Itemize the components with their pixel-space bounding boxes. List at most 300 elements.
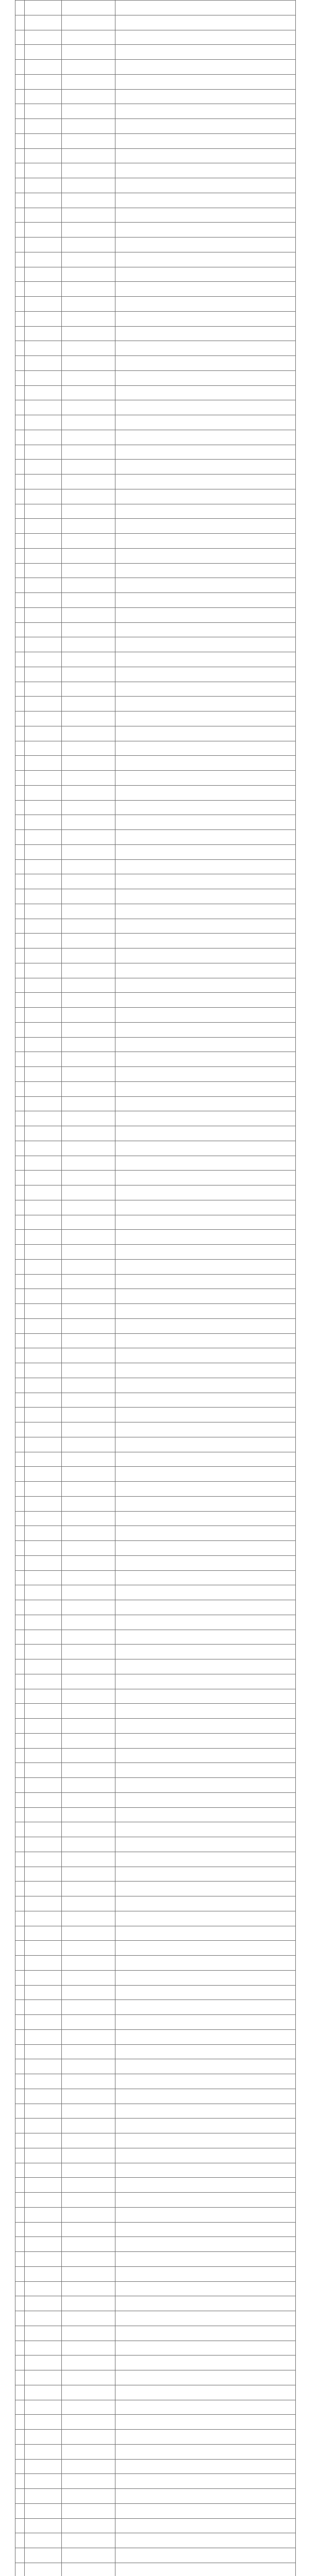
row-code (25, 2311, 62, 2326)
row-number (15, 1941, 25, 1956)
row-title (62, 1792, 115, 1807)
table-row (15, 2029, 296, 2044)
row-id (115, 2178, 296, 2193)
row-number (15, 1393, 25, 1408)
row-id (115, 2000, 296, 2015)
row-title (62, 904, 115, 919)
row-number (15, 2503, 25, 2518)
row-code (25, 1792, 62, 1807)
row-title (62, 2163, 115, 2178)
table-row (15, 948, 296, 963)
row-number (15, 1022, 25, 1037)
table-row (15, 1245, 296, 1260)
row-title (62, 133, 115, 148)
row-id (115, 1333, 296, 1348)
row-title (62, 874, 115, 889)
table-row (15, 430, 296, 445)
row-title (62, 2311, 115, 2326)
row-title (62, 993, 115, 1008)
row-id (115, 460, 296, 474)
row-id (115, 1630, 296, 1645)
table-row (15, 2533, 296, 2548)
table-row (15, 771, 296, 786)
row-id (115, 1926, 296, 1941)
row-title (62, 2237, 115, 2252)
row-title (62, 148, 115, 163)
row-title (62, 1126, 115, 1141)
row-id (115, 1378, 296, 1393)
row-id (115, 2133, 296, 2148)
row-id (115, 548, 296, 563)
row-title (62, 60, 115, 75)
row-number (15, 800, 25, 815)
row-code (25, 1452, 62, 1467)
row-code (25, 1408, 62, 1422)
row-number (15, 193, 25, 208)
row-number (15, 2341, 25, 2355)
row-title (62, 1304, 115, 1319)
row-title (62, 1970, 115, 1985)
row-title (62, 1689, 115, 1704)
table-row (15, 445, 296, 460)
row-number (15, 356, 25, 371)
row-number (15, 2415, 25, 2430)
row-number (15, 1748, 25, 1763)
row-title (62, 2119, 115, 2133)
row-code (25, 1733, 62, 1748)
table-row (15, 667, 296, 682)
row-number (15, 667, 25, 682)
row-number (15, 238, 25, 252)
row-title (62, 1348, 115, 1363)
table-row (15, 963, 296, 978)
table-row (15, 163, 296, 178)
row-code (25, 2444, 62, 2459)
table-row (15, 1171, 296, 1185)
row-id (115, 415, 296, 430)
row-title (62, 1496, 115, 1511)
row-title (62, 2000, 115, 2015)
table-row (15, 474, 296, 489)
table-row (15, 2266, 296, 2281)
row-code (25, 1318, 62, 1333)
row-title (62, 89, 115, 104)
row-id (115, 1008, 296, 1023)
table-row (15, 889, 296, 904)
table-row (15, 1304, 296, 1319)
row-id (115, 163, 296, 178)
row-id (115, 1126, 296, 1141)
row-code (25, 771, 62, 786)
row-title (62, 2459, 115, 2474)
row-code (25, 1496, 62, 1511)
row-title (62, 1526, 115, 1541)
row-title (62, 667, 115, 682)
row-id (115, 1704, 296, 1719)
row-number (15, 1422, 25, 1437)
row-number (15, 2474, 25, 2489)
table-row (15, 741, 296, 756)
row-id (115, 2207, 296, 2222)
row-code (25, 682, 62, 697)
row-number (15, 1615, 25, 1630)
row-title (62, 474, 115, 489)
row-id (115, 133, 296, 148)
table-row (15, 1008, 296, 1023)
table-row (15, 2415, 296, 2430)
row-id (115, 1393, 296, 1408)
table-row (15, 311, 296, 326)
row-code (25, 356, 62, 371)
row-title (62, 2074, 115, 2089)
row-id (115, 2311, 296, 2326)
row-code (25, 15, 62, 30)
row-number (15, 1333, 25, 1348)
table-row (15, 563, 296, 578)
row-code (25, 415, 62, 430)
row-number (15, 1600, 25, 1615)
row-number (15, 889, 25, 904)
table-row (15, 2044, 296, 2059)
table-row (15, 1555, 296, 1570)
row-id (115, 1792, 296, 1807)
row-number (15, 430, 25, 445)
row-title (62, 1763, 115, 1778)
row-number (15, 711, 25, 726)
row-number (15, 607, 25, 622)
row-title (62, 208, 115, 223)
table-row (15, 2444, 296, 2459)
row-title (62, 844, 115, 859)
row-code (25, 1941, 62, 1956)
row-number (15, 1882, 25, 1896)
row-title (62, 430, 115, 445)
row-code (25, 607, 62, 622)
row-code (25, 978, 62, 993)
row-title (62, 1052, 115, 1067)
row-number (15, 2059, 25, 2074)
row-number (15, 578, 25, 593)
table-row (15, 1570, 296, 1585)
row-number (15, 682, 25, 697)
table-row (15, 1037, 296, 1052)
row-number (15, 1171, 25, 1185)
row-number (15, 1496, 25, 1511)
table-row (15, 400, 296, 415)
row-id (115, 1570, 296, 1585)
row-id (115, 1911, 296, 1926)
row-title (62, 1333, 115, 1348)
row-title (62, 119, 115, 134)
row-code (25, 2400, 62, 2415)
row-title (62, 1245, 115, 1260)
row-title (62, 1511, 115, 1526)
row-number (15, 74, 25, 89)
table-row (15, 1778, 296, 1793)
row-id (115, 607, 296, 622)
row-code (25, 756, 62, 771)
row-title (62, 2503, 115, 2518)
table-row (15, 519, 296, 534)
row-title (62, 2326, 115, 2341)
row-id (115, 1511, 296, 1526)
row-number (15, 1630, 25, 1645)
row-number (15, 874, 25, 889)
row-number (15, 400, 25, 415)
row-number (15, 2355, 25, 2370)
table-row (15, 1378, 296, 1393)
row-number (15, 1126, 25, 1141)
row-title (62, 1719, 115, 1734)
row-code (25, 2296, 62, 2311)
row-title (62, 1867, 115, 1882)
row-title (62, 2266, 115, 2281)
row-title (62, 489, 115, 504)
row-id (115, 1022, 296, 1037)
row-code (25, 1526, 62, 1541)
row-title (62, 1585, 115, 1600)
row-title (62, 726, 115, 741)
row-title (62, 1911, 115, 1926)
row-id (115, 2430, 296, 2445)
row-id (115, 563, 296, 578)
row-id (115, 1, 296, 15)
row-number (15, 1, 25, 15)
table-row (15, 1674, 296, 1689)
row-id (115, 474, 296, 489)
row-id (115, 252, 296, 267)
row-id (115, 489, 296, 504)
row-title (62, 193, 115, 208)
row-id (115, 919, 296, 934)
row-code (25, 578, 62, 593)
row-id (115, 1230, 296, 1245)
row-code (25, 2193, 62, 2208)
row-code (25, 1970, 62, 1985)
row-number (15, 904, 25, 919)
row-number (15, 2237, 25, 2252)
row-id (115, 1141, 296, 1156)
row-title (62, 1748, 115, 1763)
row-number (15, 2163, 25, 2178)
table-row (15, 2074, 296, 2089)
row-title (62, 756, 115, 771)
row-code (25, 504, 62, 519)
row-number (15, 460, 25, 474)
table-row (15, 1052, 296, 1067)
row-title (62, 711, 115, 726)
row-code (25, 445, 62, 460)
row-code (25, 1615, 62, 1630)
row-number (15, 504, 25, 519)
row-id (115, 297, 296, 312)
table-row (15, 830, 296, 845)
row-id (115, 282, 296, 297)
row-id (115, 148, 296, 163)
row-title (62, 238, 115, 252)
row-id (115, 1896, 296, 1911)
row-id (115, 800, 296, 815)
row-title (62, 652, 115, 667)
row-title (62, 1437, 115, 1452)
row-id (115, 2089, 296, 2104)
table-row (15, 1719, 296, 1734)
row-code (25, 844, 62, 859)
row-code (25, 1659, 62, 1674)
row-number (15, 1274, 25, 1289)
row-id (115, 1600, 296, 1615)
row-title (62, 1570, 115, 1585)
row-id (115, 815, 296, 830)
row-number (15, 1970, 25, 1985)
table-row (15, 652, 296, 667)
table-row (15, 193, 296, 208)
row-title (62, 1630, 115, 1645)
row-code (25, 2119, 62, 2133)
row-code (25, 1, 62, 15)
table-row (15, 1318, 296, 1333)
table-row (15, 1452, 296, 1467)
table-row (15, 711, 296, 726)
row-code (25, 1156, 62, 1171)
row-title (62, 1274, 115, 1289)
table-row (15, 1763, 296, 1778)
row-number (15, 1570, 25, 1585)
row-title (62, 2548, 115, 2563)
row-title (62, 1363, 115, 1378)
table-row (15, 2400, 296, 2415)
table-row (15, 844, 296, 859)
row-id (115, 223, 296, 238)
row-title (62, 859, 115, 874)
row-code (25, 534, 62, 549)
table-row (15, 1408, 296, 1422)
row-id (115, 2237, 296, 2252)
row-title (62, 1482, 115, 1497)
row-number (15, 1067, 25, 1082)
row-title (62, 548, 115, 563)
row-number (15, 2326, 25, 2341)
row-id (115, 2222, 296, 2237)
row-number (15, 2430, 25, 2445)
row-number (15, 1245, 25, 1260)
table-row (15, 1526, 296, 1541)
row-id (115, 1452, 296, 1467)
row-code (25, 430, 62, 445)
table-row (15, 2430, 296, 2445)
table-row (15, 1215, 296, 1230)
row-code (25, 741, 62, 756)
row-code (25, 1333, 62, 1348)
row-id (115, 178, 296, 193)
table-row (15, 2193, 296, 2208)
row-title (62, 2385, 115, 2400)
row-id (115, 652, 296, 667)
row-title (62, 2533, 115, 2548)
row-code (25, 963, 62, 978)
row-number (15, 1096, 25, 1111)
row-title (62, 2444, 115, 2459)
row-code (25, 2385, 62, 2400)
row-code (25, 1807, 62, 1822)
row-number (15, 948, 25, 963)
table-row (15, 60, 296, 75)
row-number (15, 1037, 25, 1052)
row-code (25, 2415, 62, 2430)
row-title (62, 1555, 115, 1570)
row-title (62, 1200, 115, 1215)
row-number (15, 2193, 25, 2208)
row-title (62, 163, 115, 178)
table-row (15, 800, 296, 815)
row-code (25, 2163, 62, 2178)
row-id (115, 2059, 296, 2074)
table-row (15, 1541, 296, 1556)
row-id (115, 2252, 296, 2267)
row-code (25, 2266, 62, 2281)
row-id (115, 1171, 296, 1185)
table-row (15, 1096, 296, 1111)
table-row (15, 622, 296, 637)
row-code (25, 785, 62, 800)
table-row (15, 1926, 296, 1941)
row-number (15, 934, 25, 948)
row-title (62, 1393, 115, 1408)
table-row (15, 2474, 296, 2489)
row-title (62, 563, 115, 578)
row-number (15, 2400, 25, 2415)
row-id (115, 756, 296, 771)
table-row (15, 1081, 296, 1096)
row-title (62, 1956, 115, 1971)
row-number (15, 652, 25, 667)
row-title (62, 356, 115, 371)
row-title (62, 2415, 115, 2430)
row-code (25, 178, 62, 193)
row-number (15, 2178, 25, 2193)
row-id (115, 1689, 296, 1704)
row-code (25, 474, 62, 489)
table-row (15, 1600, 296, 1615)
row-number (15, 89, 25, 104)
row-title (62, 2355, 115, 2370)
row-code (25, 697, 62, 711)
row-number (15, 785, 25, 800)
row-code (25, 800, 62, 815)
row-id (115, 1289, 296, 1304)
row-code (25, 1081, 62, 1096)
row-code (25, 1704, 62, 1719)
table-row (15, 2104, 296, 2119)
row-title (62, 252, 115, 267)
row-title (62, 1185, 115, 1200)
row-title (62, 682, 115, 697)
row-number (15, 726, 25, 741)
row-id (115, 830, 296, 845)
row-number (15, 2207, 25, 2222)
row-id (115, 1807, 296, 1822)
row-id (115, 1882, 296, 1896)
row-title (62, 948, 115, 963)
row-number (15, 2548, 25, 2563)
row-id (115, 2326, 296, 2341)
table-row (15, 1704, 296, 1719)
row-code (25, 889, 62, 904)
row-number (15, 1452, 25, 1467)
row-id (115, 2074, 296, 2089)
row-number (15, 2459, 25, 2474)
row-id (115, 1941, 296, 1956)
